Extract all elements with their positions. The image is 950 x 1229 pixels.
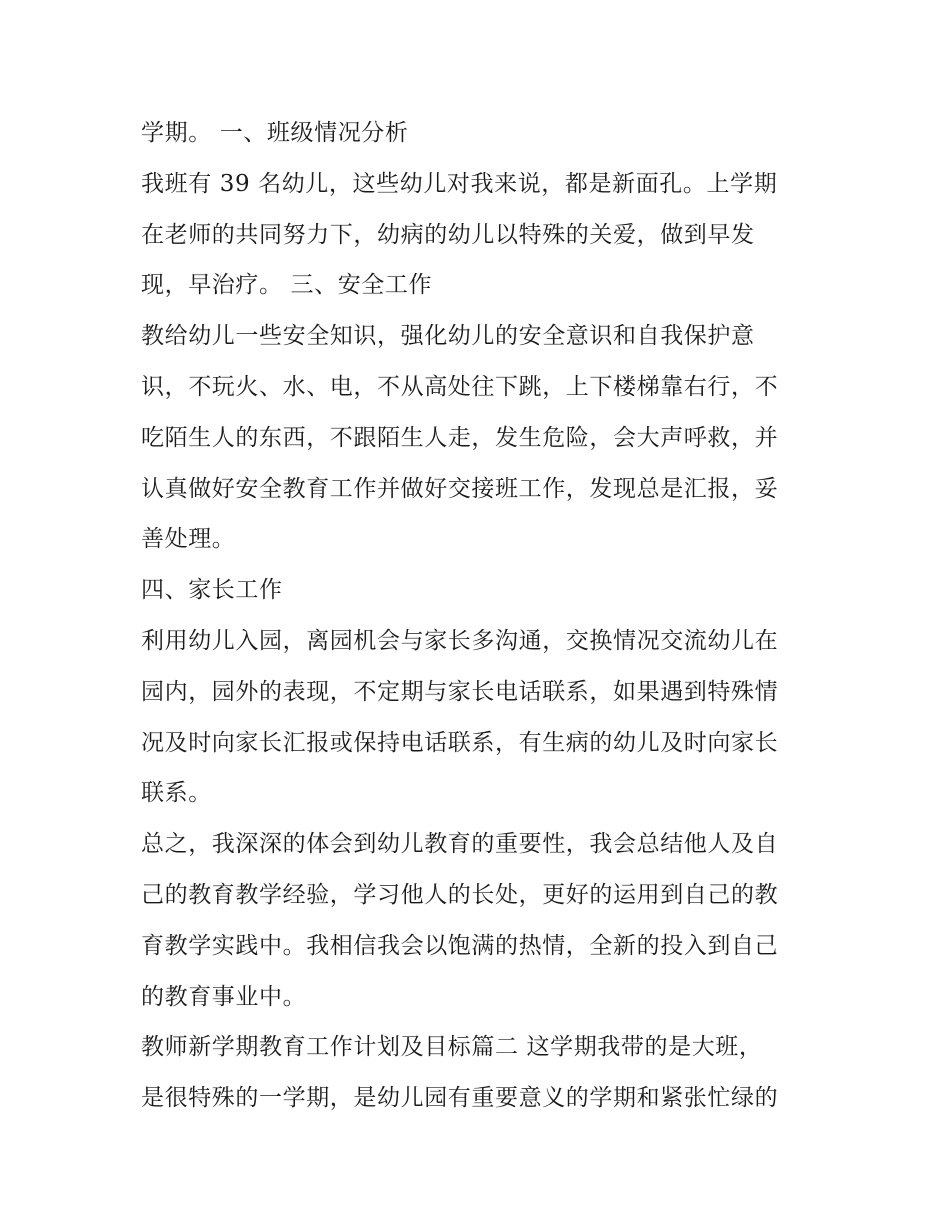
text-line: 我班有 39 名幼儿，这些幼儿对我来说，都是新面孔。上学期 <box>141 170 778 197</box>
document-body <box>141 108 821 1124</box>
text-line: 在老师的共同努力下，幼病的幼儿以特殊的关爱，做到早发 <box>141 221 755 248</box>
text-line: 联系。 <box>141 780 212 807</box>
text-line: 育教学实践中。我相信我会以饱满的热情，全新的投入到自己 <box>141 932 779 959</box>
text-line: 识，不玩火、水、电，不从高处往下跳，上下楼梯靠右行，不 <box>141 373 779 400</box>
text-line: 总之，我深深的体会到幼儿教育的重要性，我会总结他人及自 <box>141 831 779 858</box>
text-line: 认真做好安全教育工作并做好交接班工作，发现总是汇报，妥 <box>141 475 779 502</box>
text-line: 现，早治疗。 三、安全工作 <box>141 272 433 299</box>
text-line: 的教育事业中。 <box>141 983 307 1010</box>
section-heading: 四、家长工作 <box>141 577 283 604</box>
text-line: 己的教育教学经验，学习他人的长处，更好的运用到自己的教 <box>141 881 779 908</box>
text-line: 教给幼儿一些安全知识，强化幼儿的安全意识和自我保护意 <box>141 323 755 350</box>
text-line: 学期。 一、班级情况分析 <box>141 120 409 146</box>
text-line: 是很特殊的一学期，是幼儿园有重要意义的学期和紧张忙绿的 <box>141 1085 779 1112</box>
text-line: 吃陌生人的东西，不跟陌生人走，发生危险，会大声呼救，并 <box>141 424 779 451</box>
text-line: 况及时向家长汇报或保持电话联系，有生病的幼儿及时向家长 <box>141 729 779 756</box>
text-line: 园内，园外的表现，不定期与家长电话联系，如果遇到特殊情 <box>141 678 779 705</box>
text-line: 善处理。 <box>141 526 236 553</box>
text-line: 利用幼儿入园，离园机会与家长多沟通，交换情况交流幼儿在 <box>141 627 779 654</box>
text-line: 教师新学期教育工作计划及目标篇二 这学期我带的是大班， <box>141 1034 763 1061</box>
